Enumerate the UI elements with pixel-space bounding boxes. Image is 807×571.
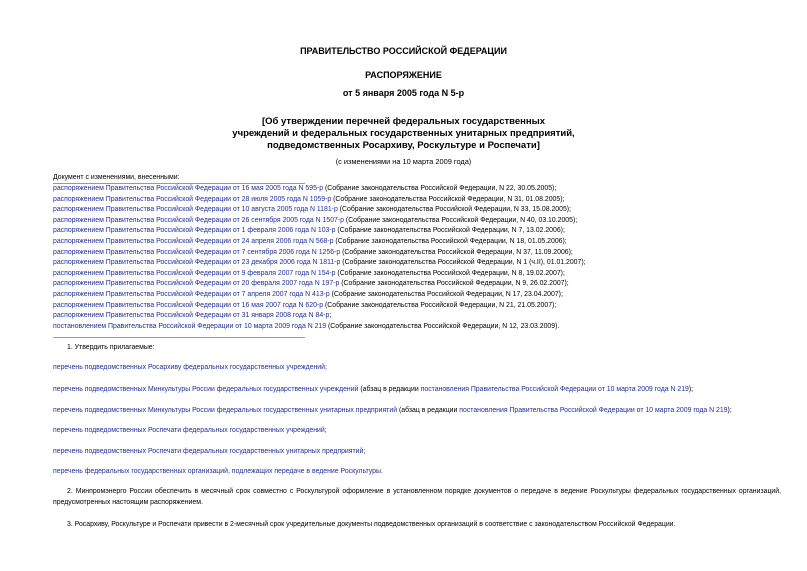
amendment-link[interactable]: распоряжением Правительства Российской Федерации от 23 декабря 2006 года N 1811-р (53, 259, 341, 267)
list-link-rospechat-enterprises[interactable]: перечень подведомственных Роспечати федеральных государственных унитарных предприятий; (53, 448, 366, 455)
amendment-source: (Собрание законодательства Российской Федерации, N 22, 30.05.2005); (323, 185, 557, 192)
amendment-source: (Собрание законодательства Российской Федерации, N 9, 26.02.2007); (339, 280, 569, 288)
amendments-intro: Документ с изменениями, внесенными: (53, 174, 180, 181)
amendment-source: (Собрание законодательства Российской Федерации, N 37, 11.09.2006); (340, 248, 573, 256)
amended-note: (с изменениями на 10 марта 2009 года) (335, 157, 472, 166)
edition-note: (абзац в редакции (358, 386, 421, 393)
approved-list-item (53, 467, 383, 477)
amendment-link[interactable]: распоряжением Правительства Российской Федерации от 7 сентября 2006 года N 1256-р (53, 248, 341, 256)
document-date-number: от 5 января 2005 года N 5-р (342, 88, 465, 98)
amendment-item (53, 301, 783, 312)
amendment-item (53, 258, 783, 269)
approved-list-item (53, 426, 327, 436)
amendment-item (53, 248, 783, 259)
issuer-heading: ПРАВИТЕЛЬСТВО РОССИЙСКОЙ ФЕДЕРАЦИИ (300, 46, 507, 56)
amendment-source: (Собрание законодательства Российской Федерации, N 18, 01.05.2006); (333, 237, 567, 245)
amendments-divider-bottom (53, 337, 305, 338)
amendment-source: (Собрание законодательства Российской Федерации, N 21, 21.05.2007); (323, 301, 557, 309)
paragraph-3: 3. Росархиву, Роскультуре и Роспечати привести в 2-месячный срок учредительные документы подведомственных организаций в соответствие с законодательством Российской Федерации. (67, 521, 676, 528)
amendment-link[interactable]: распоряжением Правительства Российской Федерации от 24 апреля 2006 года N 568-р (53, 237, 334, 245)
list-link-organizations-to-transfer[interactable]: перечень федеральных государственных организаций, подлежащих передаче в ведение Роскультуры. (53, 468, 383, 475)
document-title-line: [Об утверждении перечней федеральных государственных (261, 116, 546, 127)
paragraph-1: 1. Утвердить прилагаемые: (67, 344, 155, 351)
amendment-item (53, 216, 783, 227)
amendment-source: (Собрание законодательства Российской Федерации, N 40, 03.10.2005); (343, 216, 578, 224)
amendment-source: (Собрание законодательства Российской Федерации, N 1 (ч.II), 01.01.2007); (340, 259, 586, 267)
amendment-item (53, 237, 783, 248)
document-type-heading: РАСПОРЯЖЕНИЕ (365, 70, 442, 80)
edition-reference-link[interactable]: постановления Правительства Российской Федерации от 10 марта 2009 года N 219 (459, 407, 728, 414)
amendment-item (53, 269, 783, 280)
amendment-item (53, 322, 783, 333)
amendment-link[interactable]: распоряжением Правительства Российской Федерации от 10 августа 2005 года N 1181-р (53, 206, 338, 214)
amendment-link[interactable]: распоряжением Правительства Российской Федерации от 31 января 2008 года N 84-р (53, 312, 330, 320)
amendment-item (53, 279, 783, 290)
amendment-item (53, 184, 783, 195)
edition-note: (абзац в редакции (397, 407, 460, 414)
list-link-minculture-institutions[interactable]: перечень подведомственных Минкультуры России федеральных государственных учреждений (53, 386, 359, 393)
paragraph-2: 2. Минпромэнерго России обеспечить в месячный срок совместно с Роскультурой оформление в установленном порядке документов о передаче в ведение Роскультуры федеральных государственных организаций, предусмотренных настоящим распоряжением. (53, 488, 781, 506)
amendment-item (53, 311, 783, 322)
approved-list-item (53, 406, 732, 416)
amendment-link[interactable]: распоряжением Правительства Российской Федерации от 26 сентября 2005 года N 1507-р (53, 216, 344, 224)
document-title (0, 116, 807, 152)
amendment-link[interactable]: распоряжением Правительства Российской Федерации от 1 февраля 2006 года N 103-р (53, 227, 336, 235)
amendment-link[interactable]: распоряжением Правительства Российской Федерации от 7 апреля 2007 года N 413-р (53, 290, 330, 298)
amendment-source: ; (329, 312, 332, 320)
edition-reference-link[interactable]: постановления Правительства Российской Федерации от 10 марта 2009 года N 219 (420, 386, 689, 393)
amendment-link[interactable]: распоряжением Правительства Российской Федерации от 16 мая 2005 года N 595-р (53, 185, 324, 192)
amendment-item (53, 226, 783, 237)
list-link-rosarchive-institutions[interactable]: перечень подведомственных Росархиву федеральных государственных учреждений; (53, 364, 327, 371)
document-title-line: подведомственных Росархиву, Роскультуре и Роспечати] (267, 140, 540, 151)
amendment-source: (Собрание законодательства Российской Федерации, N 7, 13.02.2006); (335, 227, 565, 235)
amendment-source: (Собрание законодательства Российской Федерации, N 31, 01.08.2005); (331, 195, 565, 203)
document-title-line: учреждений и федеральных государственных унитарных предприятий, (232, 128, 575, 139)
amendment-source: (Собрание законодательства Российской Федерации, N 8, 19.02.2007); (335, 269, 565, 277)
amendment-source: (Собрание законодательства Российской Федерации, N 17, 23.04.2007); (329, 290, 563, 298)
amendment-source: (Собрание законодательства Российской Федерации, N 33, 15.08.2005); (337, 206, 571, 214)
amendment-source: (Собрание законодательства Российской Федерации, N 12, 23.03.2009). (326, 322, 560, 330)
list-link-rospechat-institutions[interactable]: перечень подведомственных Роспечати федеральных государственных учреждений; (53, 427, 327, 434)
approved-list-item (53, 363, 327, 373)
amendment-item (53, 290, 783, 301)
edition-note-end: ); (688, 386, 694, 393)
amendment-link[interactable]: распоряжением Правительства Российской Федерации от 16 мая 2007 года N 620-р (53, 301, 324, 309)
amendment-link[interactable]: распоряжением Правительства Российской Федерации от 9 февраля 2007 года N 154-р (53, 269, 336, 277)
amendment-item (53, 195, 783, 206)
amendment-link[interactable]: распоряжением Правительства Российской Федерации от 28 июля 2005 года N 1059-р (53, 195, 332, 203)
list-link-minculture-enterprises[interactable]: перечень подведомственных Минкультуры России федеральных государственных унитарных предприятий (53, 407, 398, 414)
amendment-link[interactable]: распоряжением Правительства Российской Федерации от 20 февраля 2007 года N 197-р (53, 280, 340, 288)
amendments-list (53, 184, 783, 332)
approved-list-item (53, 385, 693, 395)
amendment-link[interactable]: постановлением Правительства Российской Федерации от 10 марта 2009 года N 219 (53, 322, 327, 330)
amendment-item (53, 205, 783, 216)
edition-note-end: ); (727, 407, 732, 414)
approved-list-item (53, 447, 365, 457)
